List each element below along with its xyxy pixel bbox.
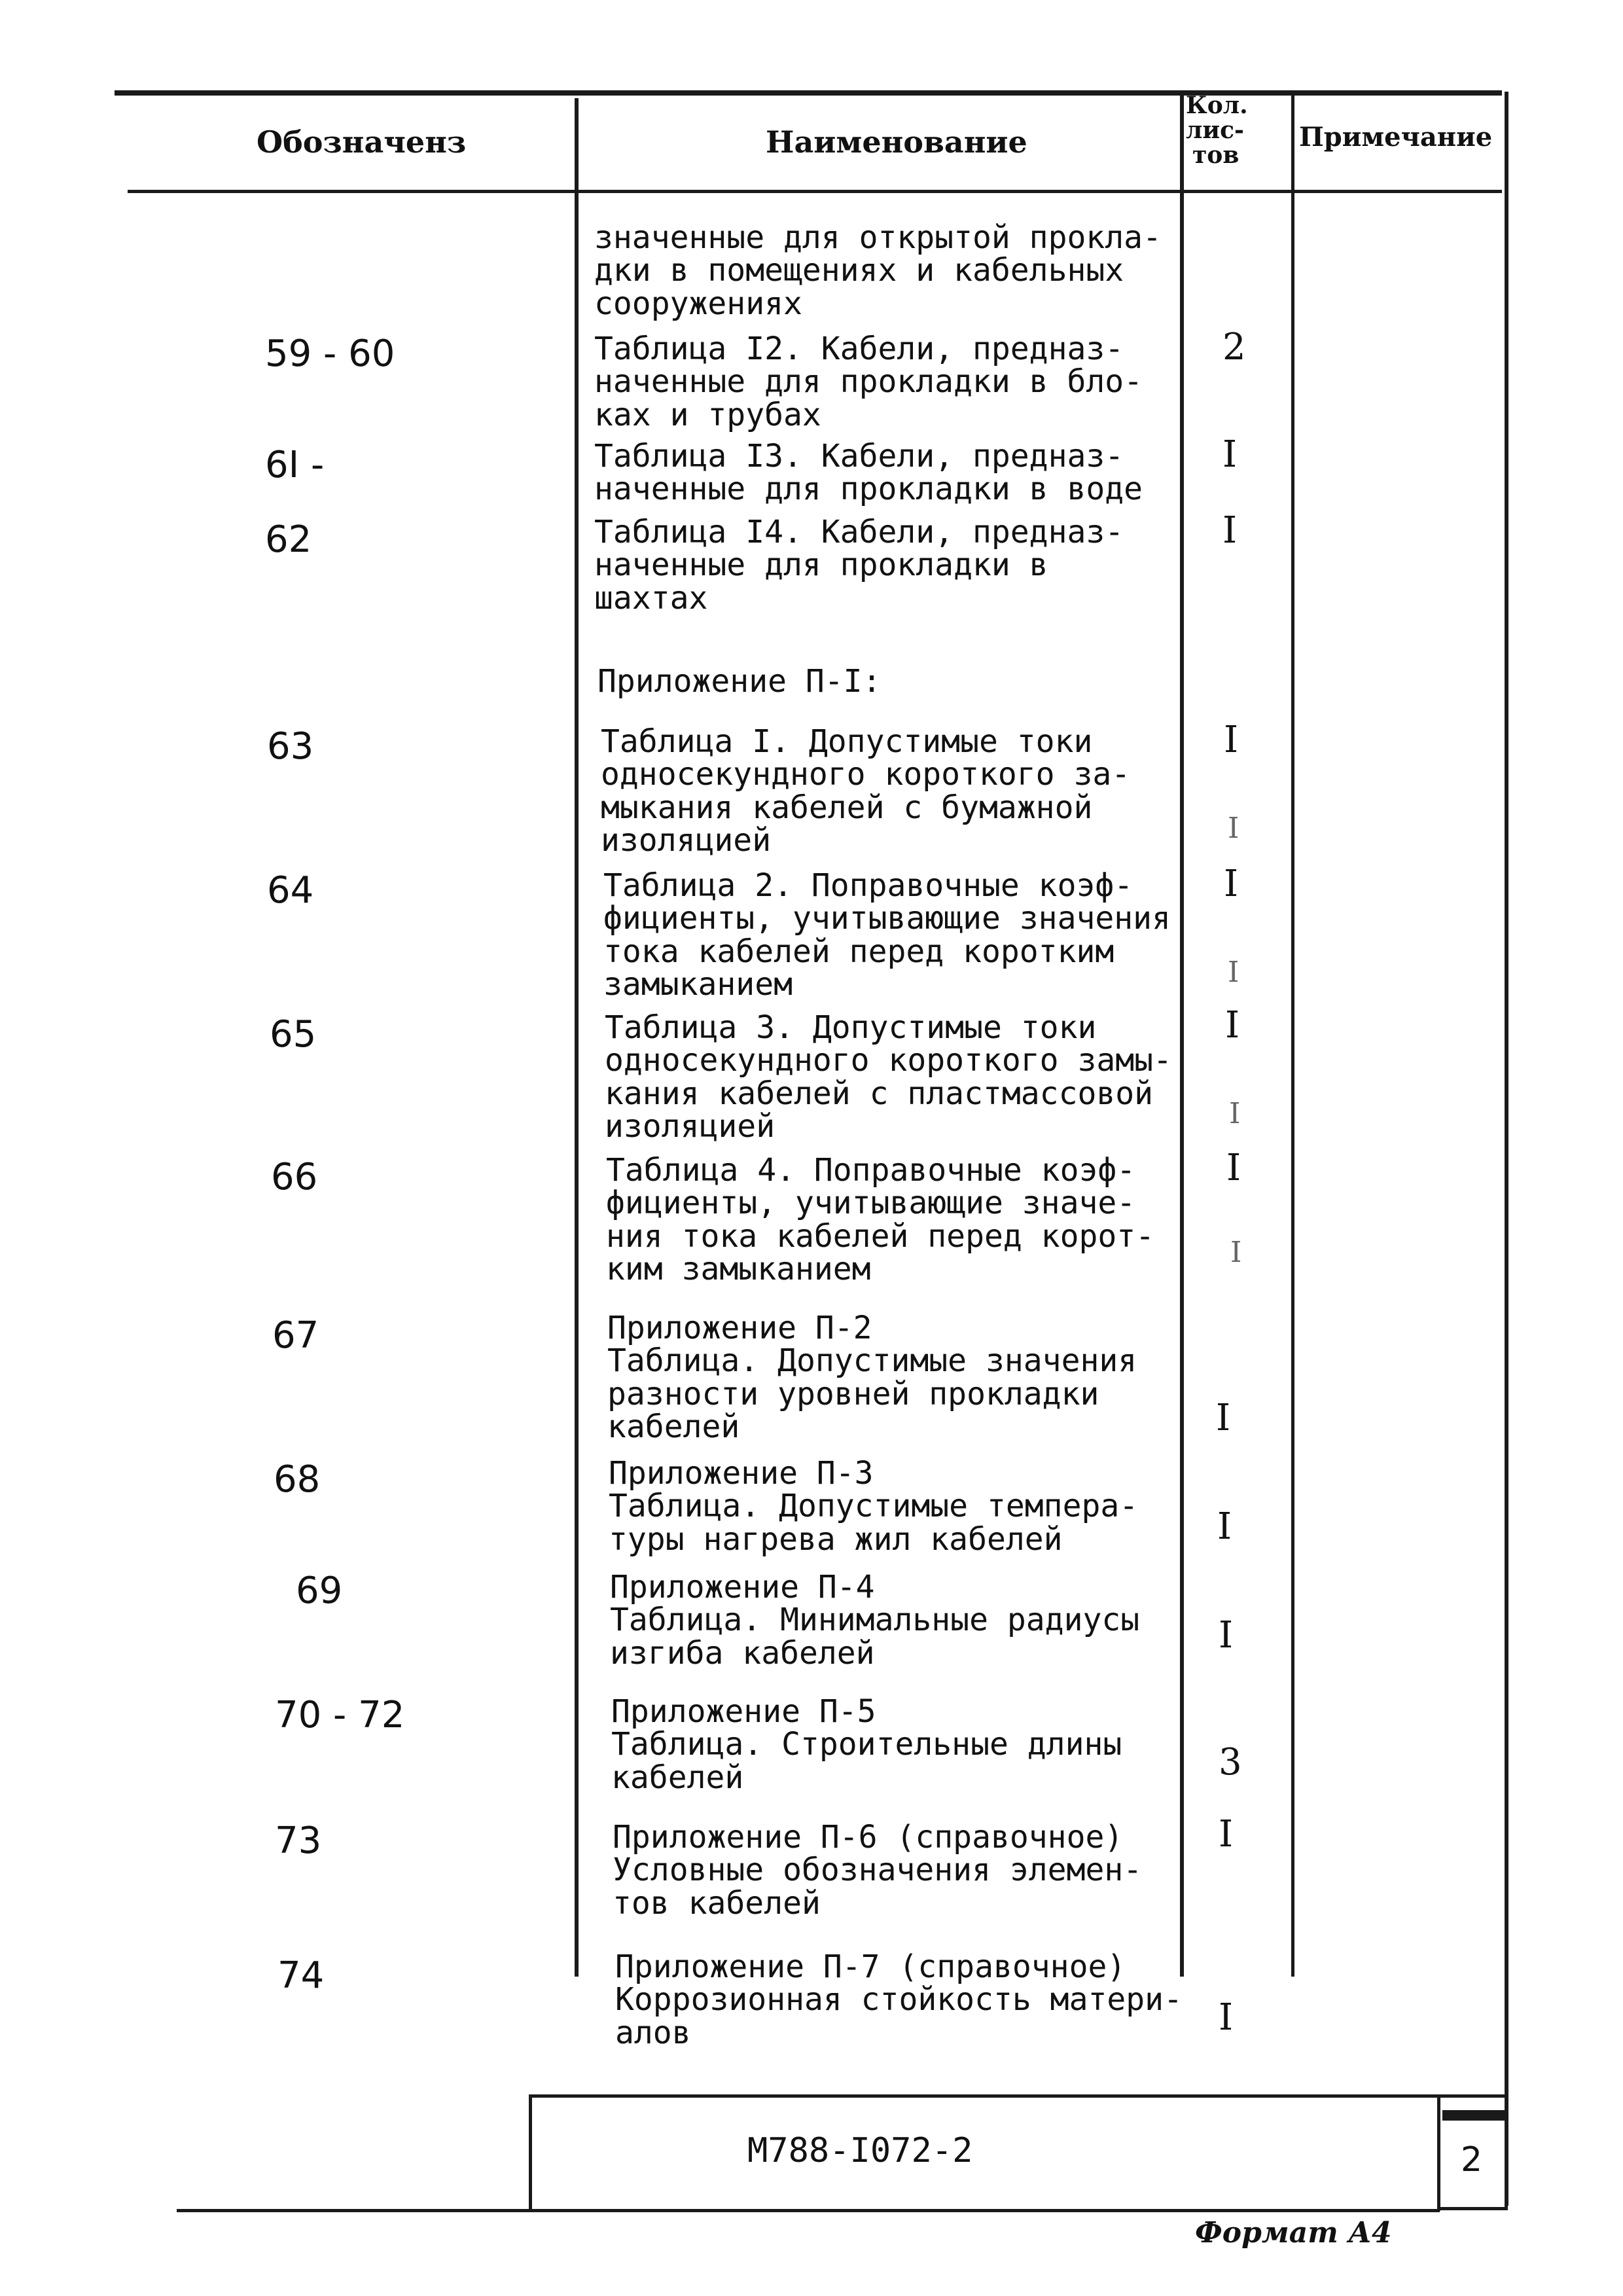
row-7-sheets: I	[1225, 1004, 1240, 1047]
row-6-mark: I	[1228, 956, 1240, 989]
row-2-sheets: I	[1222, 433, 1238, 476]
right-frame-rule	[1505, 92, 1508, 2206]
sheet-box-bottom	[1440, 2207, 1508, 2210]
row-8-sheets: I	[1226, 1147, 1241, 1189]
row-7-code: 65	[270, 1013, 317, 1056]
header-sheets-line3: тов	[1192, 141, 1240, 169]
row-10-name: Приложение П-3 Таблица. Допустимые темпера- туры нагрева жил кабелей	[609, 1455, 1139, 1558]
row-13-code: 73	[275, 1820, 322, 1862]
row-5-sheets: I	[1224, 719, 1239, 761]
sheet-box-right	[1505, 2121, 1508, 2210]
row-11-sheets: I	[1219, 1614, 1234, 1657]
row-11-code: 69	[296, 1570, 343, 1612]
row-5-mark: I	[1228, 812, 1240, 845]
header-code: Обозначенз	[257, 124, 467, 160]
header-notes: Примечание	[1299, 122, 1493, 152]
row-10-sheets: I	[1217, 1505, 1232, 1548]
row-10-code: 68	[274, 1458, 321, 1501]
header-bottom-rule	[128, 190, 1502, 193]
header-sheets-line1: Кол.	[1186, 92, 1248, 119]
row-4-name: Приложение П-I:	[597, 663, 882, 700]
document-number: М788-I072-2	[747, 2131, 973, 2170]
row-6-sheets: I	[1224, 863, 1239, 905]
sheet-number: 2	[1461, 2140, 1483, 2179]
row-13-sheets: I	[1219, 1813, 1234, 1856]
row-14-sheets: I	[1219, 1996, 1234, 2039]
row-3-code: 62	[265, 518, 312, 561]
row-7-mark: I	[1229, 1097, 1241, 1130]
row-7-name: Таблица 3. Допустимые токи односекундного короткого замы- кания кабелей с пластмассовой изоляцией	[605, 1009, 1172, 1145]
row-12-code: 70 - 72	[275, 1694, 405, 1736]
row-8-mark: I	[1230, 1236, 1242, 1269]
row-14-name: Приложение П-7 (справочное) Коррозионная стойкость матери- алов	[615, 1948, 1183, 2051]
col-divider-name-left	[575, 98, 579, 1977]
row-6-name: Таблица 2. Поправочные коэф- фициенты, учитывающие значения тока кабелей перед коротким замыканием	[603, 867, 1171, 1003]
row-14-code: 74	[277, 1954, 325, 1997]
row-11-name: Приложение П-4 Таблица. Минимальные радиусы изгиба кабелей	[610, 1569, 1140, 1672]
row-8-code: 66	[271, 1156, 318, 1198]
row-2-code: 6I -	[265, 444, 325, 486]
row-9-name: Приложение П-2 Таблица. Допустимые значения разности уровней прокладки кабелей	[607, 1310, 1137, 1446]
header-sheets-line2: лис-	[1186, 117, 1244, 144]
row-5-code: 63	[267, 725, 314, 768]
row-9-sheets: I	[1216, 1397, 1231, 1439]
title-block-top	[529, 2094, 1508, 2098]
sheet-box-tab	[1442, 2110, 1505, 2121]
title-block-left	[529, 2094, 532, 2211]
format-label: Формат А4	[1195, 2216, 1392, 2250]
header-name: Наименование	[766, 124, 1027, 160]
row-0-name: значенные для открытой прокла- дки в помещениях и кабельных сооружениях	[594, 219, 1162, 322]
row-3-name: Таблица I4. Кабели, предназ- наченные для прокладки в шахтах	[594, 514, 1124, 617]
row-9-code: 67	[272, 1314, 319, 1357]
row-12-name: Приложение П-5 Таблица. Строительные длины кабелей	[611, 1693, 1122, 1796]
row-6-code: 64	[267, 869, 314, 912]
row-5-name: Таблица I. Допустимые токи односекундного короткого за- мыкания кабелей с бумажной изоляцией	[601, 723, 1131, 859]
row-1-name: Таблица I2. Кабели, предназ- наченные для прокладки в бло- ках и трубах	[594, 331, 1143, 433]
row-13-name: Приложение П-6 (справочное) Условные обозначения элемен- тов кабелей	[613, 1819, 1143, 1922]
bottom-rule	[177, 2209, 1440, 2212]
row-1-code: 59 - 60	[265, 332, 395, 375]
row-8-name: Таблица 4. Поправочные коэф- фициенты, учитывающие значе- ния тока кабелей перед корот- ким замыканием	[606, 1152, 1155, 1288]
col-divider-notes-left	[1291, 92, 1294, 1977]
row-3-sheets: I	[1222, 509, 1238, 552]
row-2-name: Таблица I3. Кабели, предназ- наченные для прокладки в воде	[594, 438, 1143, 508]
title-block-divider	[1437, 2094, 1440, 2211]
row-1-sheets: 2	[1222, 326, 1246, 368]
row-12-sheets: 3	[1219, 1741, 1242, 1784]
col-divider-sheets-left	[1180, 92, 1184, 1977]
